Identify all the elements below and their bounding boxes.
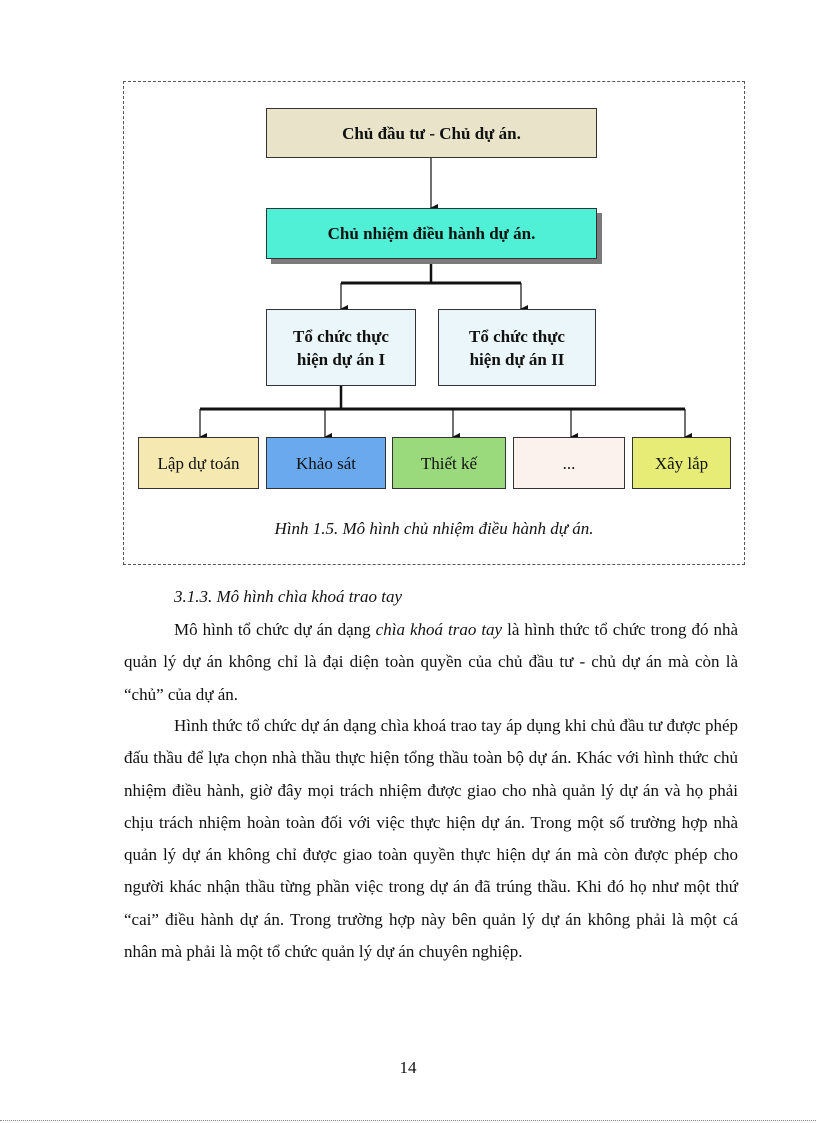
- node-task-estimate: [138, 437, 259, 489]
- node-task-survey: [266, 437, 386, 489]
- node-investor-label: Chủ đầu tư - Chủ dự án.: [342, 123, 521, 143]
- node-org-2-line-2: hiện dự án II: [469, 349, 565, 369]
- node-task-survey-label: Khảo sát: [296, 453, 356, 473]
- node-task-design: [392, 437, 506, 489]
- paragraph-2: Hình thức tổ chức dự án dạng chìa khoá trao tay áp dụng khi chủ đầu tư được phép đấu thầu để lựa chọn nhà thầu thực hiện tổng thầu toàn bộ dự án. Khác với hình thức chủ nhiệm điều hành, giờ đây mọi trách nhiệm được giao cho nhà quản lý dự án và họ phải chịu trách nhiệm hoàn toàn đối với việc thực hiện dự án. Trong một số trường hợp nhà quản lý dự án không chỉ được giao toàn quyền thực hiện dự án mà còn được phép cho người khác nhận thầu từng phần việc trong dự án đã trúng thầu. Khi đó họ như một thứ “cai” điều hành dự án. Trong trường hợp này bên quản lý dự án không phải là một cá nhân mà phải là một tổ chức quản lý dự án chuyên nghiệp.: [124, 716, 738, 962]
- node-project-manager: [266, 208, 597, 259]
- node-task-more: [513, 437, 625, 489]
- page-bottom-rule: [0, 1120, 816, 1121]
- paragraph-1: [124, 614, 738, 711]
- node-task-construction-label: Xây lắp: [654, 453, 709, 473]
- node-task-more-label: ...: [562, 453, 576, 473]
- figure-caption: Hình 1.5. Mô hình chủ nhiệm điều hành dự án.: [274, 519, 594, 538]
- node-investor: [266, 108, 597, 158]
- node-org-1-line-1: Tổ chức thực: [293, 326, 389, 346]
- node-org-1: [266, 309, 416, 386]
- page-number: 14: [399, 1058, 417, 1077]
- node-task-design-label: Thiết kế: [420, 453, 478, 473]
- paragraph-1-end: là hình thức tổ chức trong đó nhà quản lý dự án không chỉ là đại diện toàn quyền của chủ đầu tư - chủ dự án mà còn là “chủ” của dự án.: [124, 620, 739, 704]
- paragraph-1-emphasis: chìa khoá trao tay: [375, 620, 503, 639]
- node-task-estimate-label: Lập dự toán: [157, 453, 240, 473]
- paragraph-1-start: Mô hình tổ chức dự án dạng: [174, 620, 376, 639]
- node-org-1-line-2: hiện dự án I: [296, 349, 386, 369]
- node-project-manager-label: Chủ nhiệm điều hành dự án.: [327, 224, 536, 243]
- node-org-2-line-1: Tổ chức thực: [469, 326, 565, 346]
- node-task-construction: [632, 437, 731, 489]
- section-heading: 3.1.3. Mô hình chìa khoá trao tay: [174, 587, 403, 606]
- node-org-2: [438, 309, 596, 386]
